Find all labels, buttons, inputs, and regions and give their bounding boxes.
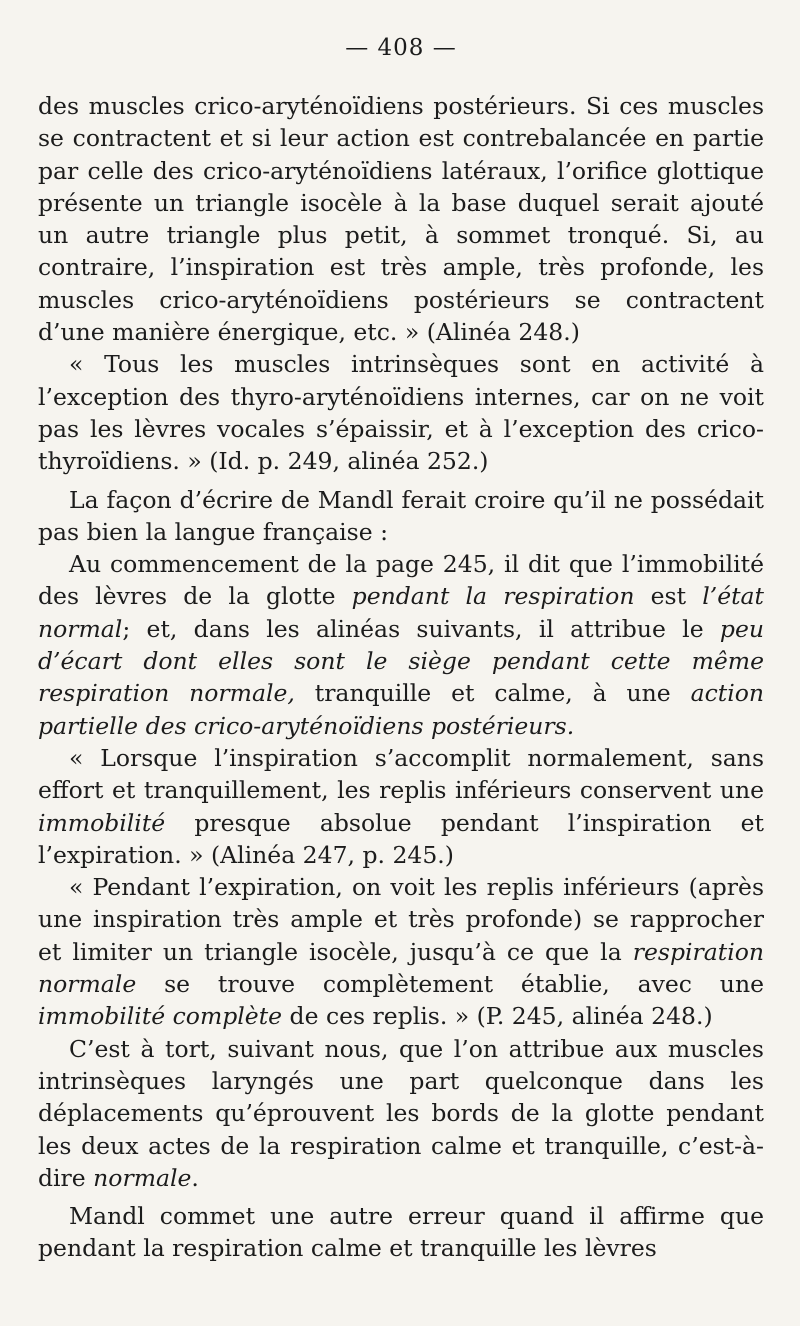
text-segment: La façon d’écrire de Mandl ferait croire qu’il ne possédait pas bien la langue française :: [38, 485, 764, 546]
text-segment: ; et, dans les alinéas suivants, il attribue le: [122, 614, 720, 643]
italic-segment: normale: [93, 1163, 192, 1192]
paragraph-7: [38, 1033, 764, 1194]
italic-segment: peu d’écart dont elles sont le siège pendant cette même respiration normale,: [38, 614, 764, 708]
text-segment: « Pendant l’expiration, on voit les replis inférieurs (après une inspiration très ample et très profonde) se rapprocher et limiter un triangle isocèle, jusqu’à ce que la: [38, 873, 764, 966]
text-segment: est: [634, 582, 703, 611]
text-segment: se trouve complètement établie, avec une: [136, 970, 764, 999]
paragraph-8: [38, 1200, 764, 1265]
paragraph-2: [38, 348, 764, 477]
text-segment: « Tous les muscles intrinsèques sont en activité à l’exception des thyro-aryténoïdiens internes, car on ne voit pas les lèvres vocales s’épaissir, et à l’exception des crico-thyroïdiens. » (Id. p. 249, alinéa 252.): [38, 350, 764, 476]
italic-segment: immobilité complète: [38, 1002, 283, 1031]
text-segment: C’est à tort, suivant nous, que l’on attribue aux muscles intrinsèques laryngés une part quelconque dans les déplacements qu’éprouvent les bords de la glotte pendant les deux actes de la respiration calme et tranquille, c’est-à-dire: [38, 1034, 764, 1192]
text-segment: tranquille et calme, à une: [294, 679, 691, 708]
page-number: — 408 —: [345, 35, 457, 61]
text-segment: des muscles crico-aryténoïdiens postérieurs. Si ces muscles se contractent et si leur action est contrebalancée en partie par celle des crico-aryténoïdiens latéraux, l’orifice glottique présente un triangle isocèle à la base duquel serait ajouté un autre triangle plus petit, à sommet tronqué. Si, au contraire, l’inspiration est très ample, très profonde, les muscles crico-aryténoïdiens postérieurs se contractent d’une manière énergique, etc. » (Alinéa 248.): [38, 92, 764, 347]
text-segment: de ces replis. » (P. 245, alinéa 248.): [282, 1002, 713, 1031]
paragraph-4: [38, 548, 764, 742]
italic-segment: action partielle des crico-aryténoïdiens postérieurs.: [38, 679, 765, 740]
italic-segment: immobilité: [38, 808, 166, 837]
paragraph-6: [38, 871, 764, 1032]
paragraph-1: [38, 90, 764, 348]
text-segment: « Lorsque l’inspiration s’accomplit normalement, sans effort et tranquillement, les replis inférieurs conservent une: [38, 743, 764, 805]
italic-segment: respiration normale: [38, 937, 764, 999]
text-segment: Au commencement de la page 245, il dit que l’immobilité des lèvres de la glotte: [38, 550, 764, 611]
text-segment: Mandl commet une autre erreur quand il affirme que pendant la respiration calme et tranquille les lèvres: [38, 1202, 764, 1263]
text-segment: presque absolue pendant l’inspiration et l’expiration. » (Alinéa 247, p. 245.): [38, 808, 764, 869]
text-segment: .: [191, 1163, 199, 1192]
body-text: [38, 90, 764, 1265]
italic-segment: pendant la respiration: [351, 582, 635, 611]
paragraph-3: [38, 484, 764, 549]
paragraph-5: [38, 742, 764, 871]
italic-segment: l’état normal: [38, 582, 764, 643]
